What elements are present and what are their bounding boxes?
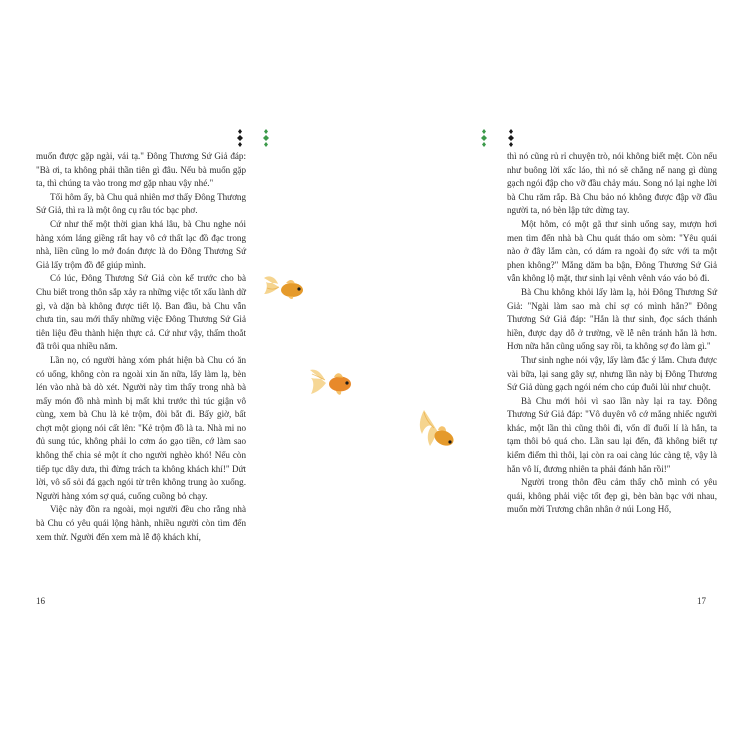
paragraph: muốn được gặp ngài, vái tạ." Đông Thương Sứ Giả đáp: "Bà ơi, ta không phải thần tiên gì đâu. Nếu bà muốn gặp ta, thì chúng ta vào trong mơ gặp nhau vậy nhé." [36,151,246,189]
goldfish-illustration-icon [262,272,308,307]
paragraph: Cứ như thế một thời gian khá lâu, bà Chu nghe nói hàng xóm láng giềng rất hay vô cớ thất lạc đồ đạc trong nhà, liền cũng lo mở đoán được là do Đông Thương Sứ Giả lấy trộm đồ để giúp mình. [36,218,246,270]
paragraph: Thư sinh nghe nói vậy, lấy làm đắc ý lắm. Chưa được vài bữa, lại sang gây sự, nhưng lần này bị Đông Thương Sứ Giả dùng gạch ngói ném cho cúp đuôi lủi như chuột. [507,354,717,393]
paragraph: Người trong thôn đều cảm thấy chỗ mình có yêu quái, không phải việc tốt đẹp gì, bèn bàn bạc với nhau, muốn mời Trương chân nhân ở núi Long Hổ, [507,477,717,515]
diamond-ornament-icon [236,129,244,147]
page-number-left: 16 [36,596,45,606]
paragraph: Bà Chu mới hỏi vì sao lần này lại ra tay. Đông Thương Sứ Giả đáp: "Vô duyên vô cớ mắng nhiếc người khác, một lần thì cũng thôi đi, vốn dĩ đuối lí là hắn, ta tạm thôi bỏ quá cho. Lần sau lại đến, đã không biết tự kiểm điểm thì thôi, lại còn ra oai càng lúc càng tệ, vậy là hắn vô lí, đương nhiên ta phải đánh hắn rồi!" [507,395,717,474]
diamond-ornament-icon [480,129,488,147]
left-page-text [36,150,246,544]
goldfish-illustration-icon [308,366,356,405]
paragraph: Tối hôm ấy, bà Chu quả nhiên mơ thấy Đông Thương Sứ Giả, thì ra là một ông cụ râu tóc bạc phơ. [36,191,246,216]
right-page-text [507,150,717,517]
paragraph: Việc này đồn ra ngoài, mọi người đều cho rằng nhà bà Chu có yêu quái lộng hành, nhiều người còn tìm đến xem thử. Người đến xem mà lễ độ khách khí, [36,504,246,542]
diamond-ornament-icon [262,129,270,147]
goldfish-illustration-icon [414,408,460,457]
paragraph: Bà Chu không khỏi lấy làm lạ, hỏi Đông Thương Sứ Giả: "Ngài làm sao mà chỉ sợ có mình hắn?" Đông Thương Sứ Giả đáp: "Hắn là thư sinh, đọc sách thánh hiền, được dạy dỗ ở trường, về lễ nên tránh hắn là hơn. Hơn nữa hắn cũng uống say rồi, ta không sợ đo làm gì." [507,286,717,352]
paragraph: thì nó cũng rủ rỉ chuyện trò, nói không biết mệt. Còn nếu như buông lời xấc láo, thì nó sẽ chẳng nể nang gì dùng gạch ngói đập cho vỡ đầu chảy máu. Song nó lại nghe lời bà Chu răm rắp. Bà Chu bảo nó không được đập vỡ đầu người ta, nó bèn lập tức dừng tay. [507,151,717,216]
diamond-ornament-icon [507,129,515,147]
paragraph: Một hôm, có một gã thư sinh uống say, mượn hơi men tìm đến nhà bà Chu quát tháo om sòm: "Yêu quái nào ở đây lắm càn, có dám ra ngoài đọ sức với ta một phen không?" Mắng dăm ba bận, Đông Thương Sứ Giả vẫn không lộ mặt, thư sinh lại vênh vênh váo váo bỏ đi. [507,218,717,284]
paragraph: Có lúc, Đông Thương Sứ Giả còn kể trước cho bà Chu biết trong thôn sắp xảy ra những việc tốt xấu lành dữ gì, và dặn bà không được tiết lộ. Ban đầu, bà Chu vẫn chưa tin, sau mới thấy những việc Đông Thương Sứ Giả tiên liệu đều thành hiện thực cả. Cứ như vậy, thấm thoắt đã trôi qua nhiều năm. [36,273,246,352]
page-number-right: 17 [697,596,706,606]
paragraph: Lần nọ, có người hàng xóm phát hiện bà Chu có ăn có uống, không còn ra ngoài xin ăn nữa, lấy làm lạ, bèn lén vào nhà bà dò xét. Người này tìm thấy trong nhà bà mấy món đồ nhà mình bị mất khi trước thì túc giận vô cùng, xem bà Chu là kẻ trộm, đòi bắt đi. Bấy giờ, bất chợt một giọng nói cất lên: "Kẻ trộm đồ là ta. Nhà mi no đủ sung túc, không phải lo cơm áo gạo tiền, cớ làm sao không thể chia sẻ một ít cho người nghèo khó! Nếu còn tiếp tục dây dưa, thì đừng trách ta không khách khí!" Dứt lời, vô số sỏi đá gạch ngói từ trên không trung ào xuống. Người hàng xóm sợ quá, cuống cuồng bỏ chạy. [36,354,246,501]
